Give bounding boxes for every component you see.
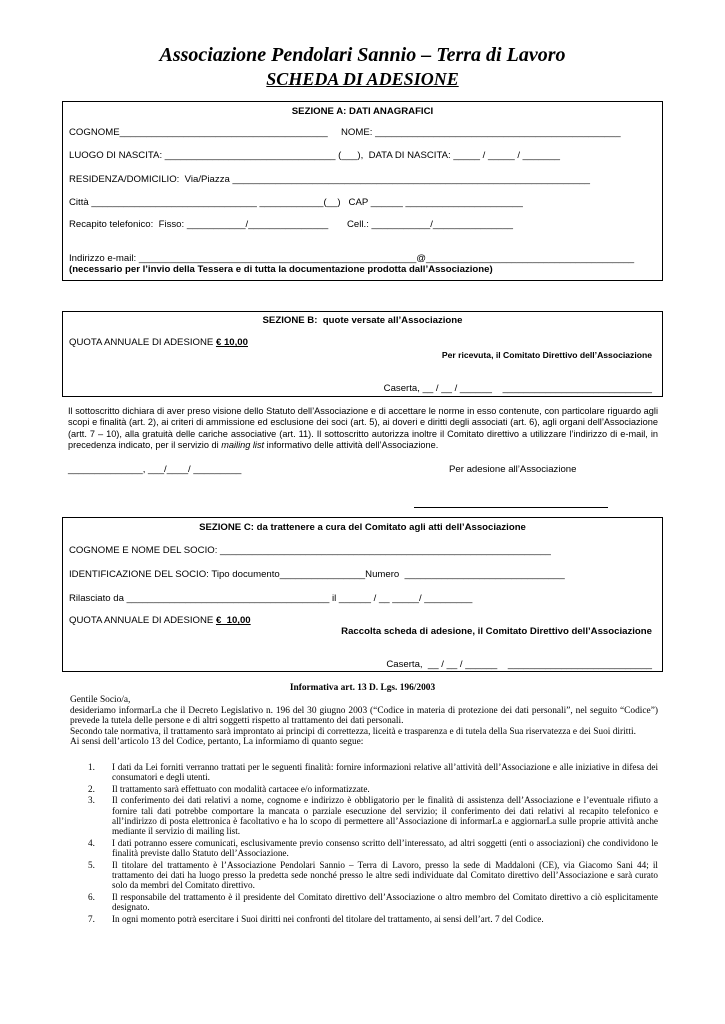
section-a-box [62, 101, 663, 281]
informativa-title: Informativa art. 13 D. Lgs. 196/2003 [289, 683, 436, 693]
nome-socio-field[interactable]: COGNOME E NOME DEL SOCIO: ______________________________________________________________ [69, 545, 551, 556]
identificazione-field[interactable]: IDENTIFICAZIONE DEL SOCIO: Tipo documento________________Numero ______________________________ [69, 569, 565, 580]
cellulare-field[interactable]: Cell.: ___________/_______________ [347, 219, 513, 230]
quota-c-value: € 10,00 [215, 615, 251, 626]
caserta-c-line[interactable]: Caserta, __ / __ / ______ ___________________________ [386, 659, 652, 670]
nome-field[interactable]: NOME: ______________________________________________ [341, 127, 621, 138]
declaration-text: Il sottoscritto dichiara di aver preso visione dello Statuto dell’Associazione e di accettare le norme in esso contenute, con particolare riguardo agli scopi e finalità (art. 2), ai criteri di ammissione ed esclusione dei soci (art. 5), ai doveri e diritti degli associati (art. 6), agli organi dell’Associazione (artt. 7 – 10), alla gratuità delle cariche associative (art. 11). Il sottoscritto autorizza inoltre il Comitato direttivo a utilizzare l’indirizzo di e-mail, in precedenza indicato, per il servizio di mailing list informativo delle attività dell’Associazione. [68, 406, 658, 451]
section-b-box [62, 311, 663, 397]
section-b-title: SEZIONE B: quote versate all’Associazione [262, 315, 463, 326]
list-item: 7. In ogni momento potrà esercitare i Suoi diritti nei confronti del titolare del trattamento, ai sensi dell’art. 7 del Codice. [88, 913, 544, 924]
luogo-nascita-field[interactable]: LUOGO DI NASCITA: ________________________________ (___), DATA DI NASCITA: _____ / _____ / _______ [69, 150, 561, 161]
informativa-list [70, 762, 658, 925]
document-subtitle: SCHEDA DI ADESIONE [266, 69, 459, 89]
list-item: 5. Il titolare del trattamento è l’Associazione Pendolari Sannio – Terra di Lavoro, presso la sede di Maddaloni (CE), via Giacomo Sani 44; il trattamento dei dati ha luogo presso la predetta sede nonché presso le altre sedi individuate dal Comitato direttivo dell’Associazione e sarà curato solo da membri del Comitato direttivo. [88, 859, 658, 891]
rilasciato-field[interactable]: Rilasciato da ______________________________________ il ______ / __ _____/ _________ [69, 593, 473, 604]
section-c-title: SEZIONE C: da trattenere a cura del Comitato agli atti dell’Associazione [199, 522, 526, 533]
quota-b-label: QUOTA ANNUALE DI ADESIONE € 10,00 [69, 337, 248, 348]
declaration-date-line[interactable]: ______________, ___/____/ _________ [68, 464, 242, 475]
adesione-label: Per adesione all’Associazione [449, 464, 577, 475]
raccolta-label: Raccolta scheda di adesione, il Comitato Direttivo dell’Associazione [341, 626, 652, 637]
quota-b-value: € 10,00 [215, 337, 248, 348]
section-a-title: SEZIONE A: DATI ANAGRAFICI [291, 106, 434, 117]
email-note: (necessario per l’invio della Tessera e di tutta la documentazione prodotta dall’Associazione) [69, 264, 493, 275]
list-item: 1. I dati da Lei forniti verranno trattati per le seguenti finalità: fornire informazioni relative all’attività dell’Associazione e alle iniziative in difesa dei consumatori e degli utenti. [88, 762, 658, 783]
document-title: Associazione Pendolari Sannio – Terra di Lavoro [159, 44, 566, 66]
email-field[interactable]: Indirizzo e-mail: ____________________________________________________@_______________________________________ [69, 253, 635, 264]
list-item: 3. Il conferimento dei dati relativi a nome, cognome e indirizzo è obbligatorio per le finalità di assistenza dell’Associazione e l’eventuale rifiuto a fornire tali dati potrebbe comportare la mancata o parziale esecuzione del servizio; il conferimento dei dati relativi al recapito telefonico e all’indirizzo di posta elettronica è facoltativo e ha lo scopo di permettere all’Associazione di informarLa e aggiornarLa sulle proprie attività anche mediante il servizio di mailing list. [88, 795, 658, 837]
quota-c-label: QUOTA ANNUALE DI ADESIONE € 10,00 [69, 615, 251, 626]
cognome-field[interactable]: COGNOME_______________________________________ [69, 127, 328, 138]
informativa-intro: Gentile Socio/a, desideriamo informarLa che il Decreto Legislativo n. 196 del 30 giugno 2003 (“Codice in materia di protezione dei dati personali”, nel seguito “Codice”) prevede la tutela delle persone e di altri soggetti rispetto al trattamento dei dati personali. Secondo tale normativa, il trattamento sarà improntato ai principi di correttezza, liceità e trasparenza e di tutela della Sua riservatezza e dei Suoi diritti. Ai sensi dell’articolo 13 del Codice, pertanto, La informiamo di quanto segue: [70, 695, 658, 747]
section-c-box [62, 517, 663, 672]
signature-line[interactable] [414, 507, 608, 508]
ricevuta-label: Per ricevuta, il Comitato Direttivo dell’Associazione [441, 350, 652, 360]
list-item: 6. Il responsabile del trattamento è il presidente del Comitato direttivo dell’Associazione o altro membro del Comitato direttivo a ciò esplicitamente designato. [88, 891, 658, 913]
citta-field[interactable]: Città _______________________________ ____________(__) CAP ______ ______________________ [69, 197, 523, 208]
telefono-fisso-field[interactable]: Recapito telefonico: Fisso: ___________/_______________ [69, 219, 329, 230]
residenza-field[interactable]: RESIDENZA/DOMICILIO: Via/Piazza ___________________________________________________________________ [69, 174, 590, 185]
caserta-b-line[interactable]: Caserta, __ / __ / ______ ____________________________ [383, 383, 652, 394]
list-item: 4. I dati potranno essere comunicati, esclusivamente previo consenso scritto dell’interessato, ad altri soggetti (enti o associazioni) che condividono le finalità previste dallo Statuto dell’Associazione. [88, 837, 658, 859]
list-item: 2. Il trattamento sarà effettuato con modalità cartacee e/o informatizzate. [88, 783, 370, 794]
